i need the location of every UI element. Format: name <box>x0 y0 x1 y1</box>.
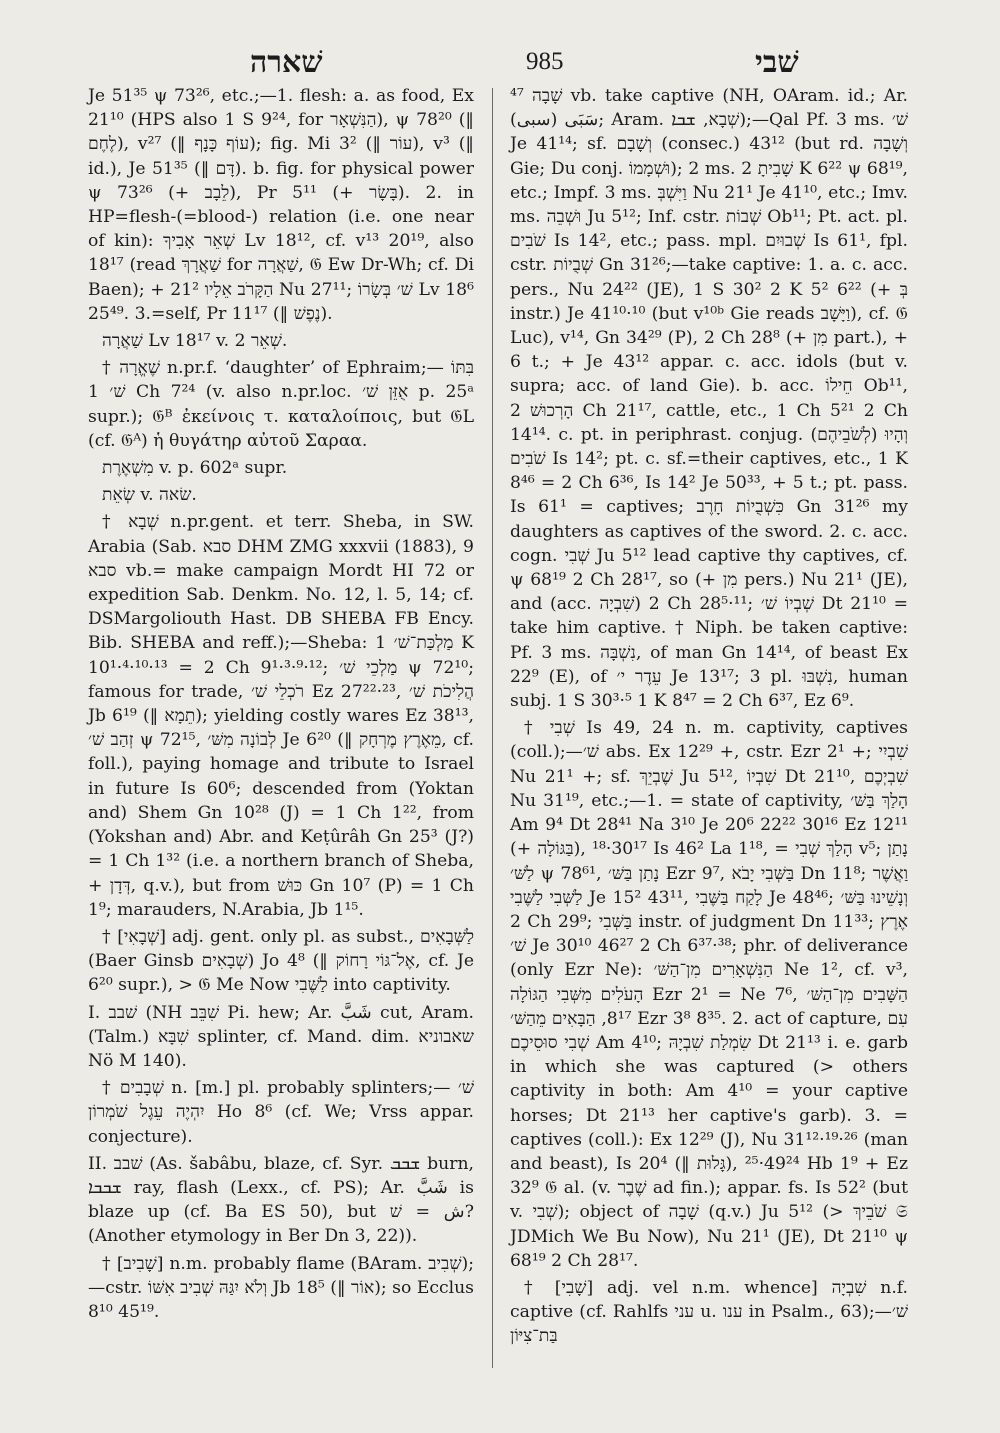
column-divider <box>492 88 493 1368</box>
entry-shebai: † [שְׁבָאִי] adj. gent. only pl. as subst., לַשְּׁבָאִים (Baer Ginsb שְׁבָאִים) Jo 4⁸ (‖ אֶל־גּוֹי רָחוֹק, cf. Je 6²⁰ supr.), > 𝔊 Me Now לַשֶּׁבִי into captivity. <box>88 926 475 996</box>
entry-sheerah: † שֶׁאֱרָה n.pr.f. ‘daughter’ of Ephraim;— בִּתּוֹ שׁ׳ 1 Ch 7²⁴ (v. also n.pr.loc. אֻזֵּן שׁ׳ p. 25ᵃ supr.); 𝔊ᴮ ἐκείνοις τ. καταλοίποις, but 𝔊L (cf. 𝔊ᴬ) ἡ θυγάτηρ αὐτοῦ Σαραα. <box>88 358 475 451</box>
entry-shbb-two: II. שׁבב (As. šabâbu, blaze, cf. Syr. ܫܒܒ burn, ܫܒܒܐ ray, flash (Lexx., cf. PS); Ar. شَبَّ is blaze up (cf. Ba ES 50), but ش = שׁ? (Another etymology in Ber Dn 3, 22)). <box>88 1153 474 1247</box>
entry-shabah-verb: שָׁבָה ⁴⁷ vb. take captive (NH, OAram. id.; Ar. سَبَى (سبى); Aram. שְׁבָא, ܫܒܐ);—Qal Pf. 3 ms. שׁ׳ Je 41¹⁴; sf. וְשָׁבָם (consec.) 43¹² (but rd. וְשָׁבָה Gie; Du conj. וּשְׁמָמוֹ); 2 ms. שָׁבִיתָ 2 K 6²² ψ 68¹⁹, etc.; Impf. 3 ms. וַיִּשְׁבְּ Nu 21¹ Je 41¹⁰, etc.; Imv. ms. וּשְׁבֵה Ju 5¹²; Inf. cstr. שְׁבוֹת Ob¹¹; Pt. act. pl. שֹׁבִים Is 14², etc.; pass. mpl. שְׁבוּיִם Is 61¹, fpl. cstr. שְׁבֻיוֹת Gn 31²⁶;—take captive: 1. a. c. acc. pers., Nu 24²² (JE), 1 S 30² 2 K 5² 6²² (+ בְּ instr.) Je 41¹⁰·¹⁰ (but v¹⁰ᵇ Gie reads וַיָּשָׁב), cf. 𝔊 Luc), v¹⁴, Gn 34²⁹ (P), 2 Ch 28⁸ (+ מִן part.), + 6 t.; + Je 43¹² appar. c. acc. idols (but v. supra; acc. of land Gie). b. acc. חֵילוֹ Ob¹¹, הָרְכוּשׁ 2 Ch 21¹⁷, cattle, etc., 1 Ch 5²¹ 2 Ch 14¹⁴. c. pt. in periphrast. conjug. (לְשֹׁבֵיהֶם) וְהָיוּ שֹׁבִים Is 14²; pt. c. sf.=their captives, etc., 1 K 8⁴⁶ = 2 Ch 6³⁶, Is 14² Je 50³³, + 5 t.; pt. pass. Is 61¹ = captives; כִּשְׁבֻיוֹת חָרֶב Gn 31²⁶ my daughters as captives of the sword. 2. c. acc. cogn. שְׁבִי Ju 5¹² lead captive thy captives, cf. ψ 68¹⁹ 2 Ch 28¹⁷, so (+ מִן pers.) Nu 21¹ (JE), and (acc. שִׁבְיָה) 2 Ch 28⁵·¹¹; שְׁבְיוֹ שׁ׳ Dt 21¹⁰ = take him captive. † Niph. be taken captive: Pf. 3 ms. נִשְׁבָּה, of man Gn 14¹⁴, of beast Ex 22⁹ (E), of עֵדֶר י׳ Je 13¹⁷; 3 pl. נִשְׁבּוּ, human subj. 1 S 30³·⁵ 1 K 8⁴⁷ = 2 Ch 6³⁷, Ez 6⁹. <box>510 86 909 712</box>
entry-misheret-ref: מִשְׁאֶרֶת v. p. 602ᵃ supr. <box>102 458 288 479</box>
right-column <box>510 84 908 1352</box>
page-number: 985 <box>526 48 564 75</box>
entry-shaarah-ref: שַׁאֲרָה Lv 18¹⁷ v. שְׁאֵר 2. <box>102 331 288 352</box>
entry-flesh-continued: Je 51³⁵ ψ 73²⁶, etc.;—1. flesh: a. as food, Ex 21¹⁰ (HPS also 1 S 9²⁴, for הַנִּשְׁאָר), ψ 78²⁰ (‖ לֶחֶם), v²⁷ (‖ עוֹף כָּנָף); fig. Mi 3² (‖ עוֹר), v³ (‖ id.), Je 51³⁵ (‖ דָּם). b. fig. for physical power ψ 73²⁶ (+ לֵבָב), Pr 5¹¹ (+ בָּשָׂר). 2. in HP=flesh-(=blood-) relation (i.e. one near of kin): שְׁאֵר אָבִיךָ Lv 18¹², cf. v¹³ 20¹⁹, also 18¹⁷ (read שַׁאֲרָךְ for שַׁאֲרָה, 𝔊 Ew Dr-Wh; cf. Di Baen); + הַקָּרֹב אֵלָיו 21² Nu 27¹¹; שׁ׳ בְּשָׂרוֹ Lv 18⁶ 25⁴⁹. 3.=self, Pr 11¹⁷ (‖ נֶפֶשׁ). <box>88 86 475 324</box>
entry-shabib: † [שָׁבִיב] n.m. probably flame (BAram. שְׁבִיב);—cstr. וְלֹא יִגַּהּ שְׁבִיב אִשּׁוֹ Jb 18⁵ (‖ אוֹר); so Ecclus 8¹⁰ 45¹⁹. <box>88 1253 475 1322</box>
entry-shbb-one: I. שׁבב (NH שִׁבֵּב Pi. hew; Ar. شَبَّ cut, Aram. (Talm.) שִׁבָּא splinter, cf. Mand. dim. שאבוניא Nö M 140). <box>88 1002 474 1071</box>
left-column <box>88 84 474 1327</box>
running-head-left: שׁארה <box>250 45 323 80</box>
entry-shibyah: † [שָׁבִי] adj. vel n.m. whence] שִׁבְיָה n.f. captive (cf. Rahlfs עני u. ענו in Psalm., 63);—שׁ׳ בַּת־צִיּוֹן <box>510 1277 908 1347</box>
entry-sheba: † שְׁבָא n.pr.gent. et terr. Sheba, in SW. Arabia (Sab. סבא DHM ZMG xxxvii (1883), 9 סבא vb.= make campaign Mordt HI 72 or expedition Sab. Denkm. No. 12, l. 5, 14; cf. DSMargoliouth Hast. DB SHEBA FB Ency. Bib. SHEBA and reff.);—Sheba: מַלְכַּת־שׁ׳ 1 K 10¹·⁴·¹⁰·¹³ = 2 Ch 9¹·³·⁹·¹²; מַלְכֵי שׁ׳ ψ 72¹⁰; famous for trade, רֹכְלֵי שׁ׳ Ez 27²²·²³, הֲלִיכֹת שׁ׳ Jb 6¹⁹ (‖ תֵמָא); yielding costly wares Ez 38¹³, זְהַב שׁ׳ ψ 72¹⁵, לְבוֹנָה מִשּׁ׳ Je 6²⁰ (‖ מֵאֶרֶץ מֶרְחָק, cf. foll.), paying homage and tribute to Israel in future Is 60⁶; descended from (Yoktan and) Shem Gn 10²⁸ (J) = 1 Ch 1²², from (Yokshan and) Abr. and Keṭûrâh Gn 25³ (J?) = 1 Ch 1³² (i.e. a northern branch of Sheba, + דְּדָן, q.v.), but from כּוּשׁ Gn 10⁷ (P) = 1 Ch 1⁹; marauders, N.Arabia, Jb 1¹⁵. <box>88 512 475 920</box>
entry-shebabim: † שְׁבָבִים n. [m.] pl. probably splinters;— שׁ׳ יִהְיֶה עֵגֶל שֹׁמְרוֹן Ho 8⁶ (cf. We; Vrss appar. conjecture). <box>88 1078 474 1147</box>
entry-seet-ref: שְׂאֵת v. שׂאה. <box>102 485 197 506</box>
running-head <box>60 45 940 85</box>
entry-shebi-noun: † שְׁבִי Is 49, 24 n. m. captivity, captives (coll.);—שׁ׳ abs. Ex 12²⁹ +, cstr. Ezr 2¹ +; שִׁבְיִי Nu 21¹ +; sf. שֶׁבְיֵךְ Ju 5¹², שִׁבְיוֹ Dt 21¹⁰, שִׁבְיְכֶם Nu 31¹⁹, etc.;—1. = state of captivity, הָלַךְ בַּשּׁ׳ Am 9⁴ Dt 28⁴¹ Na 3¹⁰ Je 20⁶ 22²² 30¹⁶ Ez 12¹¹ (+ בַּגּוֹלָה), 30¹⁷·¹⁸ Is 46² La 1¹⁸, = הָלַךְ שְׁבִי v⁵; נָתַן לַשּׁ׳ ψ 78⁶¹, נָתַן בַּשּׁ׳ Ezr 9⁷, בַּשְּׁבִי יָבֹא Dn 11⁸; וַאֲשֶׁר לַשְּׁבִי לַשֶּׁבִי Je 15² 43¹¹, לָקַח בַּשֶּׁבִי Je 48⁴⁶; וְנָשֵׁינוּ בַּשּׁ׳ 2 Ch 29⁹; בַּשְּׁבִי instr. of judgment Dn 11³³; אֶרֶץ שׁ׳ Je 30¹⁰ 46²⁷ 2 Ch 6³⁷·³⁸; phr. of deliverance (only Ezr Ne): הַנִּשְׁאָרִים מִן־הַשּׁ׳ Ne 1², cf. v³, הָעֹלִים מִשְּׁבִי הַגּוֹלָה Ezr 2¹ = Ne 7⁶, הַשָּׁבִים מִן־הַשּׁ׳ 8¹⁷, הַבָּאִים מֵהַשּׁ׳ Ezr 3⁸ 8³⁵. 2. act of capture, עִם שְׁבִי סוּסֵיכֶם Am 4¹⁰; שִׂמְלַת שִׁבְיָהּ Dt 21¹³ i. e. garb in which she was captured (> others captivity in both: Am 4¹⁰ = your captive horses; Dt 21¹³ her captive's garb). 3. = captives (coll.): Ex 12²⁹ (J), Nu 31¹²·¹⁹·²⁶ (man and beast), Is 20⁴ (‖ גָּלוּת), 49²⁴·²⁵ Hb 1⁹ + Ez 32⁹ 𝔊 al. (v. שֶׁבֶר ad fin.); appar. fs. Is 52² (but v. שְׁבִי); object of שָׁבָה (q.v.) Ju 5¹² (> שֹׁבֵיךְ 𝔖 JDMich We Bu Now), Nu 21¹ (JE), Dt 21¹⁰ ψ 68¹⁹ 2 Ch 28¹⁷. <box>510 718 909 1271</box>
running-head-right: שׁבי <box>755 45 799 80</box>
